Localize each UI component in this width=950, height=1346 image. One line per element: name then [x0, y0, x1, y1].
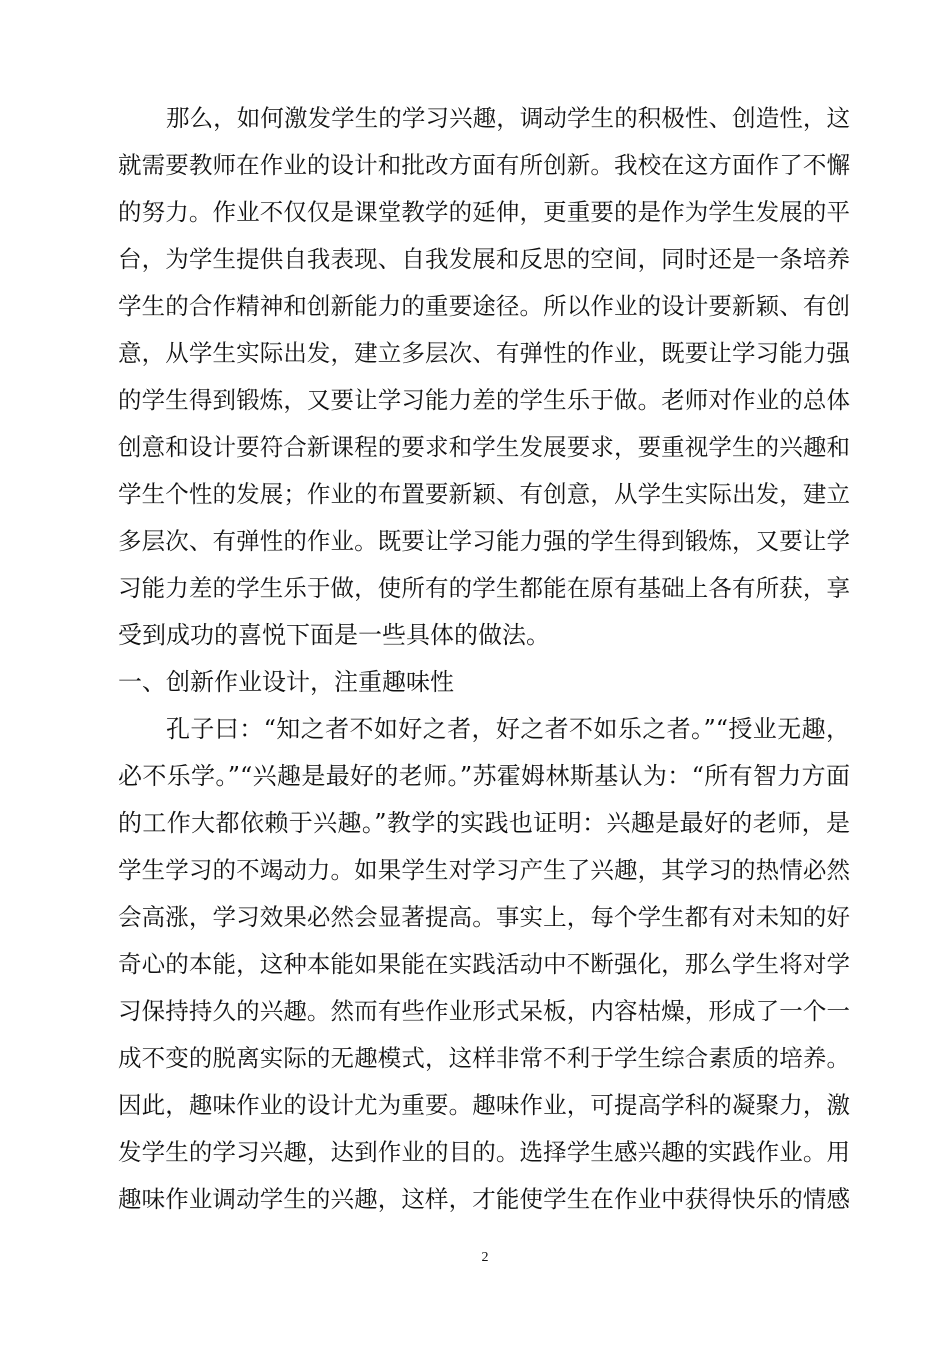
- paragraph-line: 会高涨，学习效果必然会显著提高。事实上，每个学生都有对未知的好: [118, 903, 850, 931]
- paragraph-line: 孔子曰：“知之者不如好之者，好之者不如乐之者。”“授业无趣，: [166, 715, 850, 743]
- paragraph-line: 必不乐学。”“兴趣是最好的老师。”苏霍姆林斯基认为：“所有智力方面: [118, 762, 850, 790]
- paragraph-line: 的努力。作业不仅仅是课堂教学的延伸，更重要的是作为学生发展的平: [118, 198, 850, 226]
- paragraph-line: 习能力差的学生乐于做，使所有的学生都能在原有基础上各有所获，享: [118, 574, 850, 602]
- paragraph-line: 趣味作业调动学生的兴趣，这样，才能使学生在作业中获得快乐的情感: [118, 1185, 850, 1213]
- paragraph-line: 因此，趣味作业的设计尤为重要。趣味作业，可提高学科的凝聚力，激: [118, 1091, 850, 1119]
- paragraph-line: 那么，如何激发学生的学习兴趣，调动学生的积极性、创造性，这: [166, 104, 850, 132]
- paragraph-line: 奇心的本能，这种本能如果能在实践活动中不断强化，那么学生将对学: [118, 950, 850, 978]
- paragraph-line: 的学生得到锻炼，又要让学习能力差的学生乐于做。老师对作业的总体: [118, 386, 850, 414]
- paragraph-line: 多层次、有弹性的作业。既要让学习能力强的学生得到锻炼，又要让学: [118, 527, 850, 555]
- paragraph-line: 习保持持久的兴趣。然而有些作业形式呆板，内容枯燥，形成了一个一: [118, 997, 850, 1025]
- paragraph-line: 成不变的脱离实际的无趣模式，这样非常不利于学生综合素质的培养。: [118, 1044, 850, 1072]
- paragraph-line: 的工作大都依赖于兴趣。”教学的实践也证明：兴趣是最好的老师，是: [118, 809, 850, 837]
- paragraph-line: 发学生的学习兴趣，达到作业的目的。选择学生感兴趣的实践作业。用: [118, 1138, 850, 1166]
- paragraph-line: 台，为学生提供自我表现、自我发展和反思的空间，同时还是一条培养: [118, 245, 850, 273]
- paragraph-line: 学生个性的发展；作业的布置要新颖、有创意，从学生实际出发，建立: [118, 480, 850, 508]
- paragraph-line: 学生的合作精神和创新能力的重要途径。所以作业的设计要新颖、有创: [118, 292, 850, 320]
- paragraph-line: 受到成功的喜悦下面是一些具体的做法。: [118, 621, 550, 649]
- page-number: 2: [481, 1250, 489, 1265]
- paragraph-line: 意，从学生实际出发，建立多层次、有弹性的作业，既要让学习能力强: [118, 339, 850, 367]
- paragraph-line: 学生学习的不竭动力。如果学生对学习产生了兴趣，其学习的热情必然: [118, 856, 850, 884]
- section-heading: 一、创新作业设计，注重趣味性: [118, 668, 454, 696]
- paragraph-line: 就需要教师在作业的设计和批改方面有所创新。我校在这方面作了不懈: [118, 151, 850, 179]
- paragraph-line: 创意和设计要符合新课程的要求和学生发展要求，要重视学生的兴趣和: [118, 433, 850, 461]
